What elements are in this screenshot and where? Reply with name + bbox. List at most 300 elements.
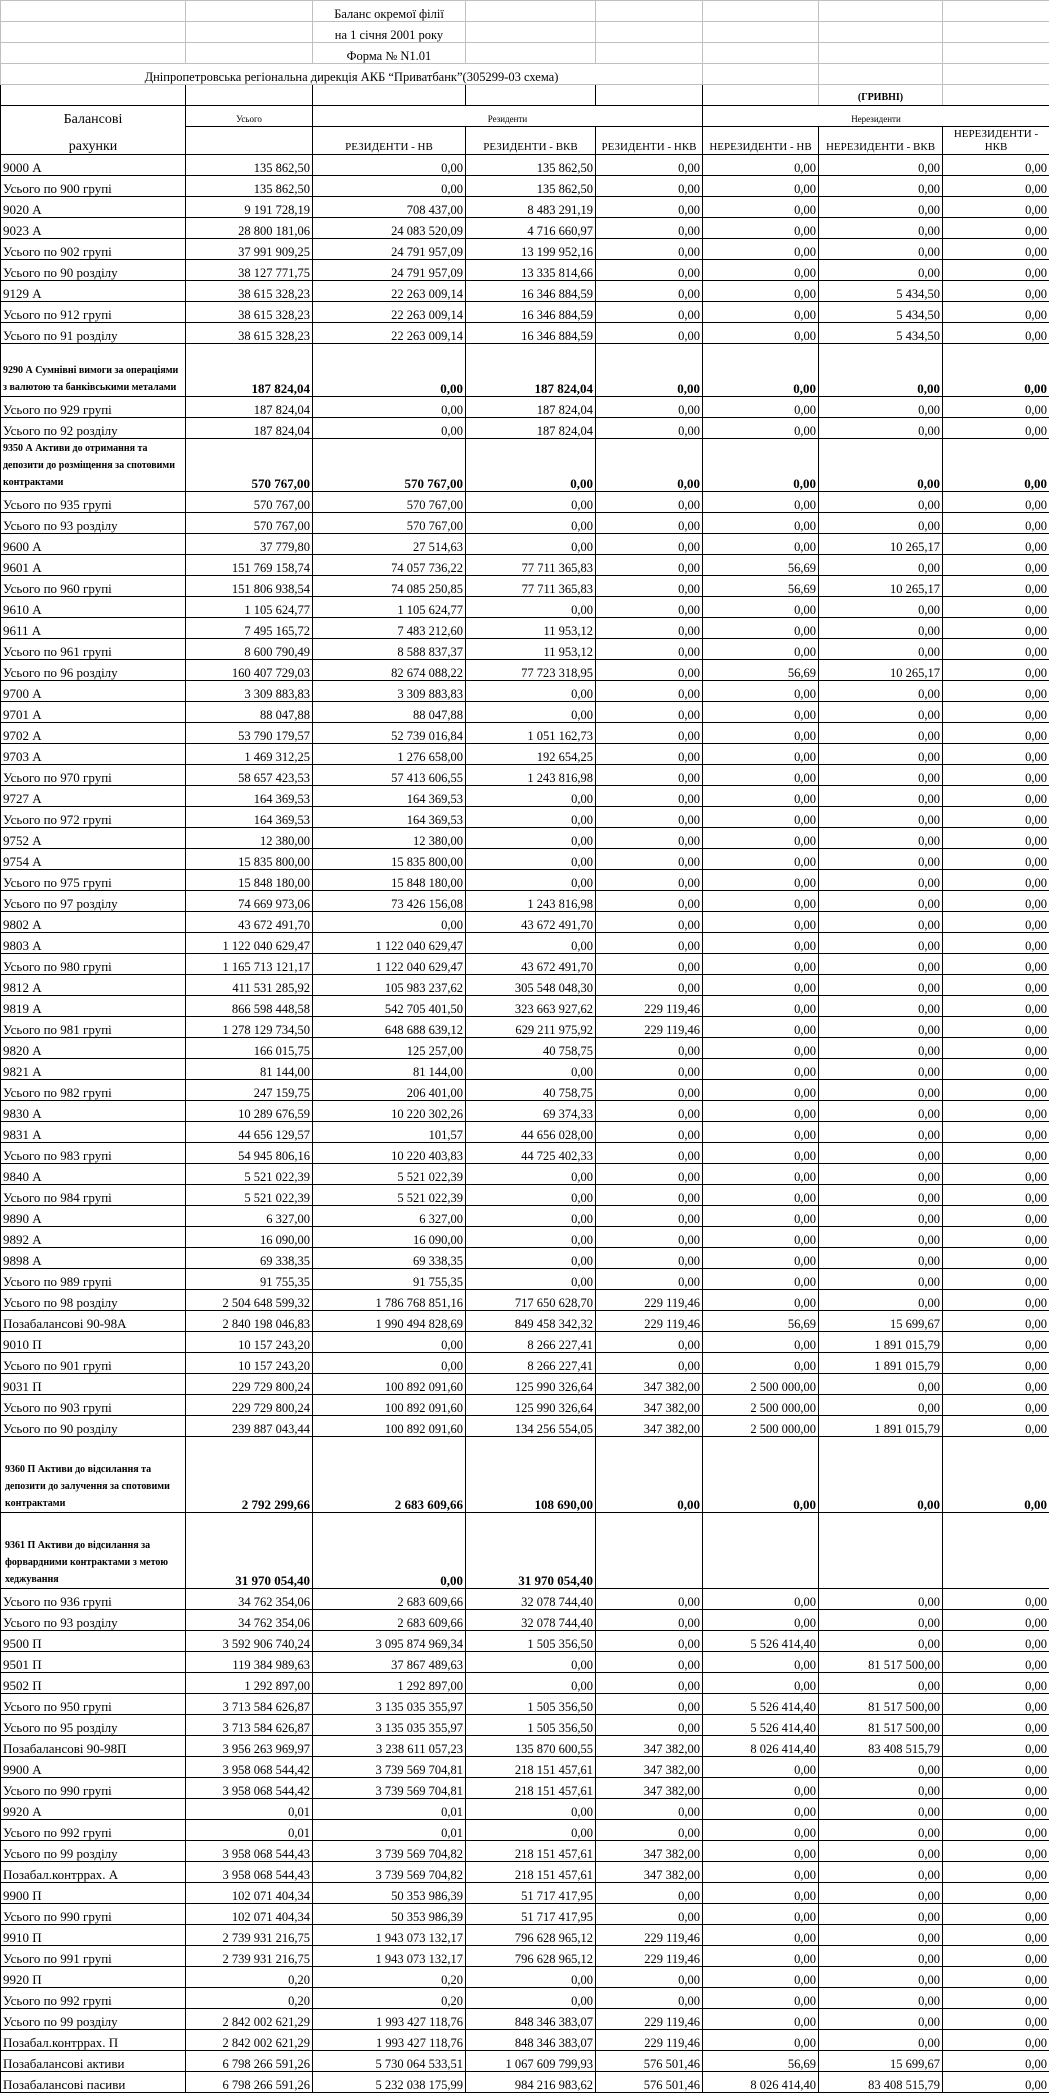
- amount-cell: 0,00: [703, 239, 819, 260]
- amount-cell: 0,00: [819, 702, 943, 723]
- amount-cell: 77 711 365,83: [466, 555, 596, 576]
- amount-cell: 0,00: [943, 1416, 1049, 1437]
- amount-cell: 570 767,00: [186, 513, 313, 534]
- amount-cell: 6 327,00: [313, 1206, 466, 1227]
- amount-cell: 43 672 491,70: [466, 912, 596, 933]
- amount-cell: 135 862,50: [466, 155, 596, 176]
- amount-cell: 0,00: [596, 344, 703, 397]
- amount-cell: 37 867 489,63: [313, 1652, 466, 1673]
- header-total: Усього: [186, 106, 313, 127]
- account-label: Усього по 981 групі: [1, 1017, 186, 1038]
- table-row: [1, 639, 1049, 660]
- amount-cell: 0,00: [703, 1080, 819, 1101]
- amount-cell: 0,00: [703, 176, 819, 197]
- amount-cell: 0,00: [596, 555, 703, 576]
- account-label: Усього по 991 групі: [1, 1946, 186, 1967]
- amount-cell: 0,00: [703, 870, 819, 891]
- amount-cell: 50 353 986,39: [313, 1904, 466, 1925]
- amount-cell: 22 263 009,14: [313, 281, 466, 302]
- amount-cell: 1 505 356,50: [466, 1694, 596, 1715]
- amount-cell: 9 191 728,19: [186, 197, 313, 218]
- amount-cell: [703, 1513, 819, 1589]
- header-col-residents-nkv: РЕЗИДЕНТИ - НКВ: [596, 127, 703, 155]
- amount-cell: 229 729 800,24: [186, 1374, 313, 1395]
- amount-cell: 0,00: [819, 1143, 943, 1164]
- amount-cell: 5 521 022,39: [186, 1185, 313, 1206]
- amount-cell: 166 015,75: [186, 1038, 313, 1059]
- amount-cell: 0,00: [819, 807, 943, 828]
- amount-cell: 0,00: [596, 323, 703, 344]
- table-row: [1, 891, 1049, 912]
- amount-cell: 12 380,00: [186, 828, 313, 849]
- amount-cell: 15 699,67: [819, 2051, 943, 2072]
- amount-cell: 0,00: [943, 1757, 1049, 1778]
- table-row: [1, 1946, 1049, 1967]
- amount-cell: 0,00: [819, 1248, 943, 1269]
- account-label: Усього по 93 розділу: [1, 1610, 186, 1631]
- amount-cell: 0,00: [819, 1925, 943, 1946]
- table-row: [1, 397, 1049, 418]
- amount-cell: 53 790 179,57: [186, 723, 313, 744]
- amount-cell: 0,00: [943, 397, 1049, 418]
- amount-cell: 0,00: [943, 1610, 1049, 1631]
- amount-cell: 5 232 038 175,99: [313, 2072, 466, 2093]
- amount-cell: 0,00: [703, 1248, 819, 1269]
- amount-cell: 0,00: [943, 723, 1049, 744]
- amount-cell: 38 615 328,23: [186, 281, 313, 302]
- amount-cell: 0,00: [943, 323, 1049, 344]
- account-label: 9920 П: [1, 1967, 186, 1988]
- amount-cell: 0,00: [819, 176, 943, 197]
- amount-cell: 69 338,35: [186, 1248, 313, 1269]
- amount-cell: 0,20: [186, 1967, 313, 1988]
- amount-cell: 0,00: [313, 418, 466, 439]
- amount-cell: 0,00: [313, 1353, 466, 1374]
- account-label: Усього по 989 групі: [1, 1269, 186, 1290]
- amount-cell: 0,00: [819, 1164, 943, 1185]
- account-label: Усього по 91 розділу: [1, 323, 186, 344]
- amount-cell: 0,00: [703, 786, 819, 807]
- amount-cell: 0,20: [313, 1967, 466, 1988]
- account-label: Усього по 912 групі: [1, 302, 186, 323]
- amount-cell: 0,00: [819, 1185, 943, 1206]
- amount-cell: 0,00: [703, 954, 819, 975]
- amount-cell: 0,00: [943, 1988, 1049, 2009]
- account-label: 9611 А: [1, 618, 186, 639]
- amount-cell: 0,00: [596, 954, 703, 975]
- amount-cell: 0,00: [819, 1799, 943, 1820]
- amount-cell: 1 891 015,79: [819, 1332, 943, 1353]
- amount-cell: 0,00: [943, 933, 1049, 954]
- amount-cell: 576 501,46: [596, 2051, 703, 2072]
- table-row: [1, 1757, 1049, 1778]
- amount-cell: 0,00: [819, 555, 943, 576]
- amount-cell: 164 369,53: [313, 786, 466, 807]
- amount-cell: 0,00: [819, 1038, 943, 1059]
- amount-cell: 0,00: [703, 1185, 819, 1206]
- amount-cell: 0,00: [943, 1059, 1049, 1080]
- amount-cell: 81 517 500,00: [819, 1694, 943, 1715]
- account-label: 9892 А: [1, 1227, 186, 1248]
- amount-cell: 0,00: [596, 1080, 703, 1101]
- table-row: [1, 1513, 1049, 1589]
- account-label: 9020 А: [1, 197, 186, 218]
- amount-cell: 5 434,50: [819, 323, 943, 344]
- amount-cell: 0,00: [819, 239, 943, 260]
- amount-cell: 0,00: [596, 723, 703, 744]
- amount-cell: 0,00: [819, 397, 943, 418]
- amount-cell: 0,00: [703, 1332, 819, 1353]
- amount-cell: 229 119,46: [596, 1925, 703, 1946]
- amount-cell: 0,00: [819, 681, 943, 702]
- amount-cell: 1 276 658,00: [313, 744, 466, 765]
- amount-cell: 570 767,00: [313, 439, 466, 492]
- amount-cell: 576 501,46: [596, 2072, 703, 2093]
- amount-cell: 0,00: [466, 870, 596, 891]
- amount-cell: 135 862,50: [186, 155, 313, 176]
- amount-cell: 0,00: [943, 1290, 1049, 1311]
- amount-cell: 0,00: [596, 1589, 703, 1610]
- amount-cell: 0,00: [943, 1631, 1049, 1652]
- amount-cell: 0,00: [466, 439, 596, 492]
- amount-cell: 206 401,00: [313, 1080, 466, 1101]
- amount-cell: 8 483 291,19: [466, 197, 596, 218]
- table-row: [1, 1269, 1049, 1290]
- amount-cell: 3 309 883,83: [313, 681, 466, 702]
- form-number: Форма № N1.01: [313, 43, 466, 64]
- amount-cell: 0,00: [703, 513, 819, 534]
- table-row: [1, 513, 1049, 534]
- amount-cell: 0,00: [703, 344, 819, 397]
- amount-cell: 0,00: [943, 1437, 1049, 1513]
- account-label: Усього по 982 групі: [1, 1080, 186, 1101]
- amount-cell: 37 991 909,25: [186, 239, 313, 260]
- amount-cell: 32 078 744,40: [466, 1589, 596, 1610]
- amount-cell: 0,00: [819, 1059, 943, 1080]
- amount-cell: 0,00: [943, 1589, 1049, 1610]
- amount-cell: 5 526 414,40: [703, 1715, 819, 1736]
- amount-cell: 12 380,00: [313, 828, 466, 849]
- table-row: [1, 1883, 1049, 1904]
- amount-cell: 16 346 884,59: [466, 302, 596, 323]
- amount-cell: 0,00: [596, 1353, 703, 1374]
- table-row: [1, 439, 1049, 492]
- amount-cell: 102 071 404,34: [186, 1883, 313, 1904]
- amount-cell: 0,00: [703, 2030, 819, 2051]
- amount-cell: 74 085 250,85: [313, 576, 466, 597]
- table-row: [1, 975, 1049, 996]
- account-label: Усього по 900 групі: [1, 176, 186, 197]
- amount-cell: 848 346 383,07: [466, 2009, 596, 2030]
- amount-cell: 2 842 002 621,29: [186, 2030, 313, 2051]
- amount-cell: 0,00: [703, 260, 819, 281]
- amount-cell: 0,00: [466, 1269, 596, 1290]
- amount-cell: 0,00: [466, 1227, 596, 1248]
- amount-cell: 3 135 035 355,97: [313, 1694, 466, 1715]
- amount-cell: 15 848 180,00: [186, 870, 313, 891]
- amount-cell: 15 848 180,00: [313, 870, 466, 891]
- table-row: [1, 1206, 1049, 1227]
- amount-cell: 0,00: [943, 1841, 1049, 1862]
- amount-cell: 0,00: [943, 1353, 1049, 1374]
- amount-cell: 247 159,75: [186, 1080, 313, 1101]
- amount-cell: 160 407 729,03: [186, 660, 313, 681]
- amount-cell: 8 026 414,40: [703, 1736, 819, 1757]
- account-label: 9290 А Сумнівні вимоги за операціями з валютою та банківськими металами: [1, 344, 186, 397]
- amount-cell: 0,00: [596, 912, 703, 933]
- amount-cell: 3 713 584 626,87: [186, 1715, 313, 1736]
- amount-cell: 81 144,00: [313, 1059, 466, 1080]
- amount-cell: 0,00: [943, 1311, 1049, 1332]
- header-account-top: Балансові: [1, 106, 186, 127]
- amount-cell: 0,00: [943, 849, 1049, 870]
- amount-cell: 0,00: [819, 1374, 943, 1395]
- amount-cell: 0,00: [943, 1374, 1049, 1395]
- amount-cell: 11 953,12: [466, 618, 596, 639]
- amount-cell: 5 521 022,39: [313, 1164, 466, 1185]
- amount-cell: 0,00: [466, 513, 596, 534]
- header-account-bottom: рахунки: [1, 127, 186, 155]
- amount-cell: 34 762 354,06: [186, 1589, 313, 1610]
- amount-cell: 0,01: [186, 1820, 313, 1841]
- amount-cell: 32 078 744,40: [466, 1610, 596, 1631]
- table-body: [1, 155, 1049, 2093]
- account-label: 9702 А: [1, 723, 186, 744]
- amount-cell: 24 791 957,09: [313, 260, 466, 281]
- amount-cell: 218 151 457,61: [466, 1757, 596, 1778]
- amount-cell: 125 990 326,64: [466, 1374, 596, 1395]
- amount-cell: 0,00: [819, 218, 943, 239]
- amount-cell: 135 870 600,55: [466, 1736, 596, 1757]
- table-row: [1, 597, 1049, 618]
- account-label: Усього по 903 групі: [1, 1395, 186, 1416]
- amount-cell: 347 382,00: [596, 1862, 703, 1883]
- amount-cell: 0,00: [466, 1206, 596, 1227]
- table-row: [1, 1017, 1049, 1038]
- amount-cell: 0,00: [703, 1269, 819, 1290]
- amount-cell: 0,00: [943, 302, 1049, 323]
- table-row: [1, 1038, 1049, 1059]
- amount-cell: 0,00: [313, 344, 466, 397]
- table-row: [1, 2051, 1049, 2072]
- amount-cell: 0,00: [943, 597, 1049, 618]
- amount-cell: 0,00: [703, 1143, 819, 1164]
- amount-cell: 0,00: [703, 1059, 819, 1080]
- amount-cell: 91 755,35: [186, 1269, 313, 1290]
- amount-cell: 866 598 448,58: [186, 996, 313, 1017]
- amount-cell: 164 369,53: [186, 807, 313, 828]
- account-label: Усього по 980 групі: [1, 954, 186, 975]
- amount-cell: 0,00: [943, 954, 1049, 975]
- amount-cell: 0,00: [703, 1862, 819, 1883]
- amount-cell: 1 122 040 629,47: [186, 933, 313, 954]
- amount-cell: 0,00: [819, 828, 943, 849]
- account-label: Усього по 992 групі: [1, 1820, 186, 1841]
- amount-cell: 0,00: [703, 1038, 819, 1059]
- amount-cell: 1 243 816,98: [466, 891, 596, 912]
- amount-cell: 848 346 383,07: [466, 2030, 596, 2051]
- amount-cell: 0,00: [943, 744, 1049, 765]
- amount-cell: 849 458 342,32: [466, 1311, 596, 1332]
- amount-cell: 10 220 302,26: [313, 1101, 466, 1122]
- amount-cell: 0,00: [596, 1248, 703, 1269]
- amount-cell: 323 663 927,62: [466, 996, 596, 1017]
- table-row: [1, 1820, 1049, 1841]
- amount-cell: 0,00: [943, 2009, 1049, 2030]
- amount-cell: 0,00: [819, 155, 943, 176]
- account-label: 9501 П: [1, 1652, 186, 1673]
- amount-cell: 0,00: [703, 1437, 819, 1513]
- amount-cell: 0,01: [186, 1799, 313, 1820]
- account-label: Усього по 990 групі: [1, 1778, 186, 1799]
- amount-cell: 0,00: [819, 849, 943, 870]
- amount-cell: 0,00: [943, 807, 1049, 828]
- amount-cell: 0,00: [703, 912, 819, 933]
- amount-cell: 1 943 073 132,17: [313, 1925, 466, 1946]
- account-label: Усього по 97 розділу: [1, 891, 186, 912]
- amount-cell: 0,00: [943, 2072, 1049, 2093]
- amount-cell: 0,00: [703, 1017, 819, 1038]
- amount-cell: 0,00: [819, 723, 943, 744]
- table-row: [1, 1353, 1049, 1374]
- amount-cell: 0,00: [943, 1715, 1049, 1736]
- table-row: [1, 1694, 1049, 1715]
- amount-cell: 83 408 515,79: [819, 1736, 943, 1757]
- table-row: [1, 807, 1049, 828]
- account-label: 9610 А: [1, 597, 186, 618]
- amount-cell: 0,00: [596, 1332, 703, 1353]
- account-label: 9502 П: [1, 1673, 186, 1694]
- amount-cell: 0,00: [819, 1080, 943, 1101]
- amount-cell: 0,00: [703, 1353, 819, 1374]
- amount-cell: 88 047,88: [313, 702, 466, 723]
- amount-cell: 10 265,17: [819, 534, 943, 555]
- amount-cell: 0,00: [819, 1988, 943, 2009]
- amount-cell: 0,00: [596, 597, 703, 618]
- amount-cell: 0,00: [943, 492, 1049, 513]
- header-col-residents-nv: РЕЗИДЕНТИ - НВ: [313, 127, 466, 155]
- amount-cell: 0,00: [596, 1820, 703, 1841]
- account-label: Усього по 99 розділу: [1, 2009, 186, 2030]
- amount-cell: 2 683 609,66: [313, 1437, 466, 1513]
- amount-cell: 1 292 897,00: [313, 1673, 466, 1694]
- amount-cell: 1 122 040 629,47: [313, 933, 466, 954]
- account-label: 9898 А: [1, 1248, 186, 1269]
- amount-cell: 164 369,53: [313, 807, 466, 828]
- account-label: Усього по 992 групі: [1, 1988, 186, 2009]
- amount-cell: 0,00: [943, 618, 1049, 639]
- amount-cell: 0,00: [313, 1513, 466, 1589]
- account-label: Усього по 98 розділу: [1, 1290, 186, 1311]
- amount-cell: 0,00: [466, 1967, 596, 1988]
- amount-cell: 2 504 648 599,32: [186, 1290, 313, 1311]
- amount-cell: 0,00: [466, 1164, 596, 1185]
- amount-cell: 0,00: [819, 1946, 943, 1967]
- amount-cell: 0,00: [703, 765, 819, 786]
- amount-cell: 570 767,00: [186, 492, 313, 513]
- amount-cell: 151 769 158,74: [186, 555, 313, 576]
- amount-cell: 43 672 491,70: [466, 954, 596, 975]
- amount-cell: 0,00: [596, 618, 703, 639]
- amount-cell: 542 705 401,50: [313, 996, 466, 1017]
- amount-cell: 0,00: [703, 1799, 819, 1820]
- amount-cell: 37 779,80: [186, 534, 313, 555]
- amount-cell: 0,00: [466, 534, 596, 555]
- account-label: 9701 А: [1, 702, 186, 723]
- amount-cell: 8 600 790,49: [186, 639, 313, 660]
- amount-cell: 3 958 068 544,42: [186, 1757, 313, 1778]
- table-row: [1, 1101, 1049, 1122]
- table-row: [1, 1080, 1049, 1101]
- amount-cell: 0,00: [703, 1101, 819, 1122]
- table-row: [1, 765, 1049, 786]
- amount-cell: 5 521 022,39: [186, 1164, 313, 1185]
- amount-cell: 0,00: [596, 397, 703, 418]
- table-row: [1, 1799, 1049, 1820]
- amount-cell: 0,00: [943, 1799, 1049, 1820]
- amount-cell: 2 683 609,66: [313, 1589, 466, 1610]
- amount-cell: 0,00: [943, 828, 1049, 849]
- amount-cell: 0,00: [596, 281, 703, 302]
- account-label: 9900 А: [1, 1757, 186, 1778]
- amount-cell: 13 199 952,16: [466, 239, 596, 260]
- table-row: [1, 1395, 1049, 1416]
- account-label: Позабалансові активи: [1, 2051, 186, 2072]
- amount-cell: 101,57: [313, 1122, 466, 1143]
- amount-cell: 1 165 713 121,17: [186, 954, 313, 975]
- amount-cell: 0,00: [943, 1185, 1049, 1206]
- account-label: Усього по 970 групі: [1, 765, 186, 786]
- amount-cell: 81 144,00: [186, 1059, 313, 1080]
- amount-cell: 56,69: [703, 1311, 819, 1332]
- document-title-block: [1, 1, 1049, 85]
- table-row: [1, 1967, 1049, 1988]
- amount-cell: 0,00: [596, 1967, 703, 1988]
- amount-cell: 0,00: [943, 681, 1049, 702]
- amount-cell: 0,00: [943, 639, 1049, 660]
- amount-cell: 1 105 624,77: [313, 597, 466, 618]
- amount-cell: 0,00: [596, 1715, 703, 1736]
- amount-cell: 34 762 354,06: [186, 1610, 313, 1631]
- table-row: [1, 1059, 1049, 1080]
- amount-cell: 0,00: [466, 702, 596, 723]
- amount-cell: 83 408 515,79: [819, 2072, 943, 2093]
- account-label: 9820 А: [1, 1038, 186, 1059]
- table-row: [1, 1736, 1049, 1757]
- amount-cell: 0,00: [943, 1248, 1049, 1269]
- amount-cell: 2 500 000,00: [703, 1374, 819, 1395]
- amount-cell: 0,00: [943, 870, 1049, 891]
- amount-cell: 0,00: [943, 702, 1049, 723]
- amount-cell: 0,00: [703, 807, 819, 828]
- amount-cell: 0,00: [703, 639, 819, 660]
- amount-cell: 229 119,46: [596, 1311, 703, 1332]
- amount-cell: 15 835 800,00: [313, 849, 466, 870]
- amount-cell: 0,00: [943, 1164, 1049, 1185]
- amount-cell: 239 887 043,44: [186, 1416, 313, 1437]
- amount-cell: 7 495 165,72: [186, 618, 313, 639]
- amount-cell: 0,00: [819, 1395, 943, 1416]
- account-label: 9812 А: [1, 975, 186, 996]
- amount-cell: 0,00: [819, 618, 943, 639]
- amount-cell: 0,00: [819, 1101, 943, 1122]
- amount-cell: 0,00: [819, 260, 943, 281]
- table-row: [1, 2072, 1049, 2093]
- account-label: Усього по 935 групі: [1, 492, 186, 513]
- amount-cell: 10 289 676,59: [186, 1101, 313, 1122]
- amount-cell: 0,01: [313, 1820, 466, 1841]
- amount-cell: 0,00: [313, 912, 466, 933]
